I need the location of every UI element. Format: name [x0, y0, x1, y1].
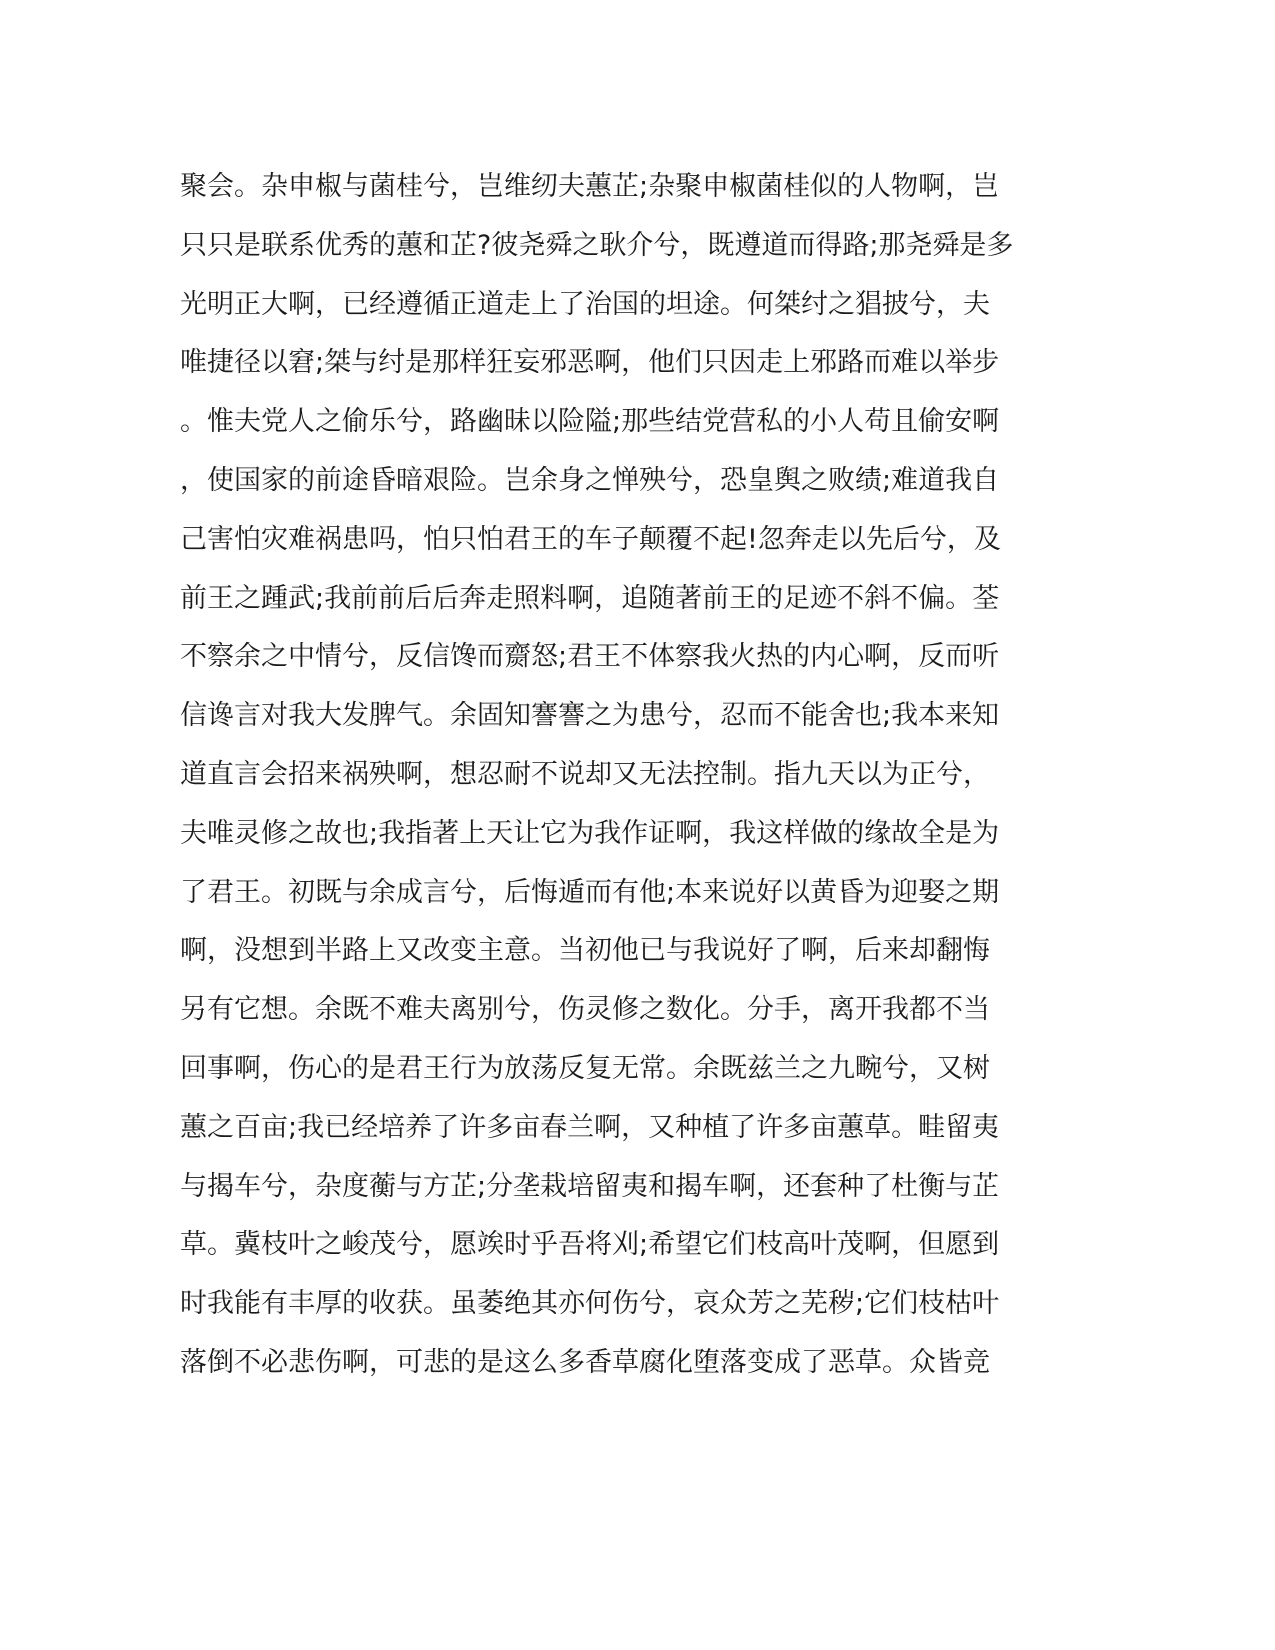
- text-line: 落倒不必悲伤啊，可悲的是这么多香草腐化堕落变成了恶草。众皆竞: [180, 1346, 990, 1378]
- text-line: 光明正大啊，已经遵循正道走上了治国的坦途。何桀纣之猖披兮，夫: [180, 288, 990, 320]
- text-line: 另有它想。余既不难夫离别兮，伤灵修之数化。分手，离开我都不当: [180, 994, 990, 1026]
- text-line: 道直言会招来祸殃啊，想忍耐不说却又无法控制。指九天以为正兮，: [180, 758, 990, 790]
- text-line: 与揭车兮，杂度蘅与方芷;分垄栽培留夷和揭车啊，还套种了杜衡与芷: [180, 1170, 1000, 1202]
- text-line: 信谗言对我大发脾气。余固知謇謇之为患兮，忍而不能舍也;我本来知: [180, 700, 1000, 732]
- text-line: 聚会。杂申椒与菌桂兮，岂维纫夫蕙芷;杂聚申椒菌桂似的人物啊，岂: [180, 171, 1000, 202]
- text-line: 己害怕灾难祸患吗，怕只怕君王的车子颠覆不起!忽奔走以先后兮，及: [180, 523, 1001, 555]
- text-line: 啊，没想到半路上又改变主意。当初他已与我说好了啊，后来却翻悔: [180, 935, 990, 967]
- text-line: ，使国家的前途昏暗艰险。岂余身之惮殃兮，恐皇舆之败绩;难道我自: [180, 464, 1000, 496]
- text-line: 只只是联系优秀的蕙和芷?彼尧舜之耿介兮，既遵道而得路;那尧舜是多: [180, 229, 1014, 261]
- text-line: 了君王。初既与余成言兮，后悔遁而有他;本来说好以黄昏为迎娶之期: [180, 876, 1000, 908]
- text-line: 不察余之中情兮，反信馋而齌怒;君王不体察我火热的内心啊，反而听: [180, 641, 1000, 673]
- text-line: 草。冀枝叶之峻茂兮，愿竢时乎吾将刈;希望它们枝高叶茂啊，但愿到: [180, 1229, 1000, 1261]
- text-line: 。惟夫党人之偷乐兮，路幽昧以险隘;那些结党营私的小人苟且偷安啊: [180, 406, 1000, 438]
- text-line: 蕙之百亩;我已经培养了许多亩春兰啊，又种植了许多亩蕙草。畦留夷: [180, 1111, 1000, 1143]
- text-line: 唯捷径以窘;桀与纣是那样狂妄邪恶啊，他们只因走上邪路而难以举步: [180, 347, 1000, 379]
- body-text: [180, 158, 1040, 1393]
- text-line: 时我能有丰厚的收获。虽萎绝其亦何伤兮，哀众芳之芜秽;它们枝枯叶: [180, 1288, 1000, 1320]
- text-line: 前王之踵武;我前前后后奔走照料啊，追随著前王的足迹不斜不偏。荃: [180, 582, 1000, 614]
- text-line: 回事啊，伤心的是君王行为放荡反复无常。余既兹兰之九畹兮，又树: [180, 1052, 990, 1084]
- text-line: 夫唯灵修之故也;我指著上天让它为我作证啊，我这样做的缘故全是为: [180, 817, 1000, 849]
